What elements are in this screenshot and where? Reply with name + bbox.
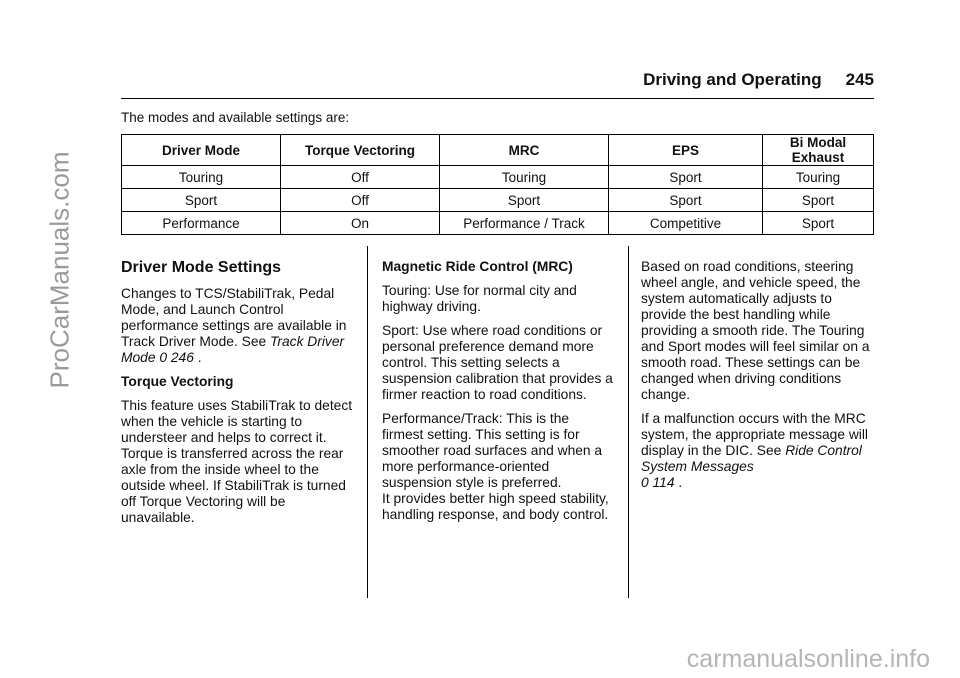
table-cell: Touring bbox=[763, 166, 874, 189]
paragraph: It provides better high speed stability, handling response, and body control. bbox=[382, 491, 609, 522]
page-number: 245 bbox=[845, 70, 874, 89]
table-cell: On bbox=[281, 212, 440, 235]
table-header-cell: EPS bbox=[609, 135, 763, 166]
section-title: Driver Mode Settings bbox=[121, 259, 282, 276]
page-reference: 0 114 bbox=[641, 475, 675, 490]
table-row bbox=[122, 166, 874, 189]
page-header bbox=[643, 70, 874, 90]
table-cell: Touring bbox=[122, 166, 281, 189]
subheading: Torque Vectoring bbox=[121, 374, 234, 389]
modes-table bbox=[121, 134, 874, 235]
table-cell: Off bbox=[281, 189, 440, 212]
table-header-cell: Torque Vectoring bbox=[281, 135, 440, 166]
intro-text: The modes and available settings are: bbox=[121, 110, 350, 125]
table-cell: Sport bbox=[440, 189, 609, 212]
cross-reference-link[interactable]: Ride Control System Messages bbox=[641, 443, 862, 474]
paragraph: This feature uses StabiliTrak to detect when the vehicle is starting to understeer and helps to correct it. Torque is transferred across the rear axle from the inside wheel to the outside wheel. If StabiliTrak is turned off Torque Vectoring will be unavailable. bbox=[121, 398, 353, 525]
table-header-cell: MRC bbox=[440, 135, 609, 166]
table-header-row bbox=[122, 135, 874, 166]
header-rule bbox=[121, 98, 874, 99]
table-row bbox=[122, 212, 874, 235]
table-cell: Sport bbox=[763, 189, 874, 212]
table-cell: Sport bbox=[609, 166, 763, 189]
column-right bbox=[641, 259, 876, 499]
paragraph bbox=[641, 411, 876, 491]
table-cell: Competitive bbox=[609, 212, 763, 235]
cross-reference-link[interactable]: Track Driver Mode bbox=[121, 334, 345, 365]
paragraph-end: . bbox=[193, 350, 202, 365]
table-cell: Sport bbox=[122, 189, 281, 212]
paragraph-text: If a malfunction occurs with the MRC system, the appropriate message will display in the DIC. See bbox=[641, 411, 868, 458]
table-cell: Touring bbox=[440, 166, 609, 189]
table-cell: Sport bbox=[763, 212, 874, 235]
paragraph: Touring: Use for normal city and highway driving. bbox=[382, 283, 577, 314]
column-middle bbox=[382, 259, 614, 531]
paragraph: Sport: Use where road conditions or personal preference demand more control. This setting selects a suspension calibration that provides a firmer reaction to road conditions. bbox=[382, 323, 613, 402]
table-cell: Sport bbox=[609, 189, 763, 212]
paragraph: Based on road conditions, steering wheel angle, and vehicle speed, the system automatically adjusts to provide the best handling while providing a smooth ride. The Touring and Sport modes will feel similar on a smooth road. These settings can be changed when driving conditions change. bbox=[641, 259, 870, 402]
chapter-title: Driving and Operating bbox=[643, 70, 822, 89]
paragraph-end: . bbox=[674, 475, 683, 490]
table-row bbox=[122, 189, 874, 212]
column-left bbox=[121, 257, 353, 534]
paragraph bbox=[121, 286, 353, 366]
subheading: Magnetic Ride Control (MRC) bbox=[382, 259, 573, 274]
column-divider bbox=[628, 246, 629, 598]
table-header-cell: Driver Mode bbox=[122, 135, 281, 166]
table-header-cell: Bi Modal Exhaust bbox=[763, 135, 874, 166]
page-reference: 0 246 bbox=[159, 350, 194, 365]
paragraph: Performance/Track: This is the firmest setting. This setting is for smoother road surfaces and when a more performance-oriented suspension style is preferred. bbox=[382, 411, 603, 490]
footer-watermark: carmanualsonline.info bbox=[686, 645, 930, 673]
table-cell: Performance bbox=[122, 212, 281, 235]
paragraph-text: Changes to TCS/StabiliTrak, Pedal Mode, and Launch Control performance settings are available in Track Driver Mode. See bbox=[121, 286, 347, 349]
table-cell: Performance / Track bbox=[440, 212, 609, 235]
side-watermark: ProCarManuals.com bbox=[44, 151, 75, 389]
table-cell: Off bbox=[281, 166, 440, 189]
column-divider bbox=[367, 246, 368, 598]
